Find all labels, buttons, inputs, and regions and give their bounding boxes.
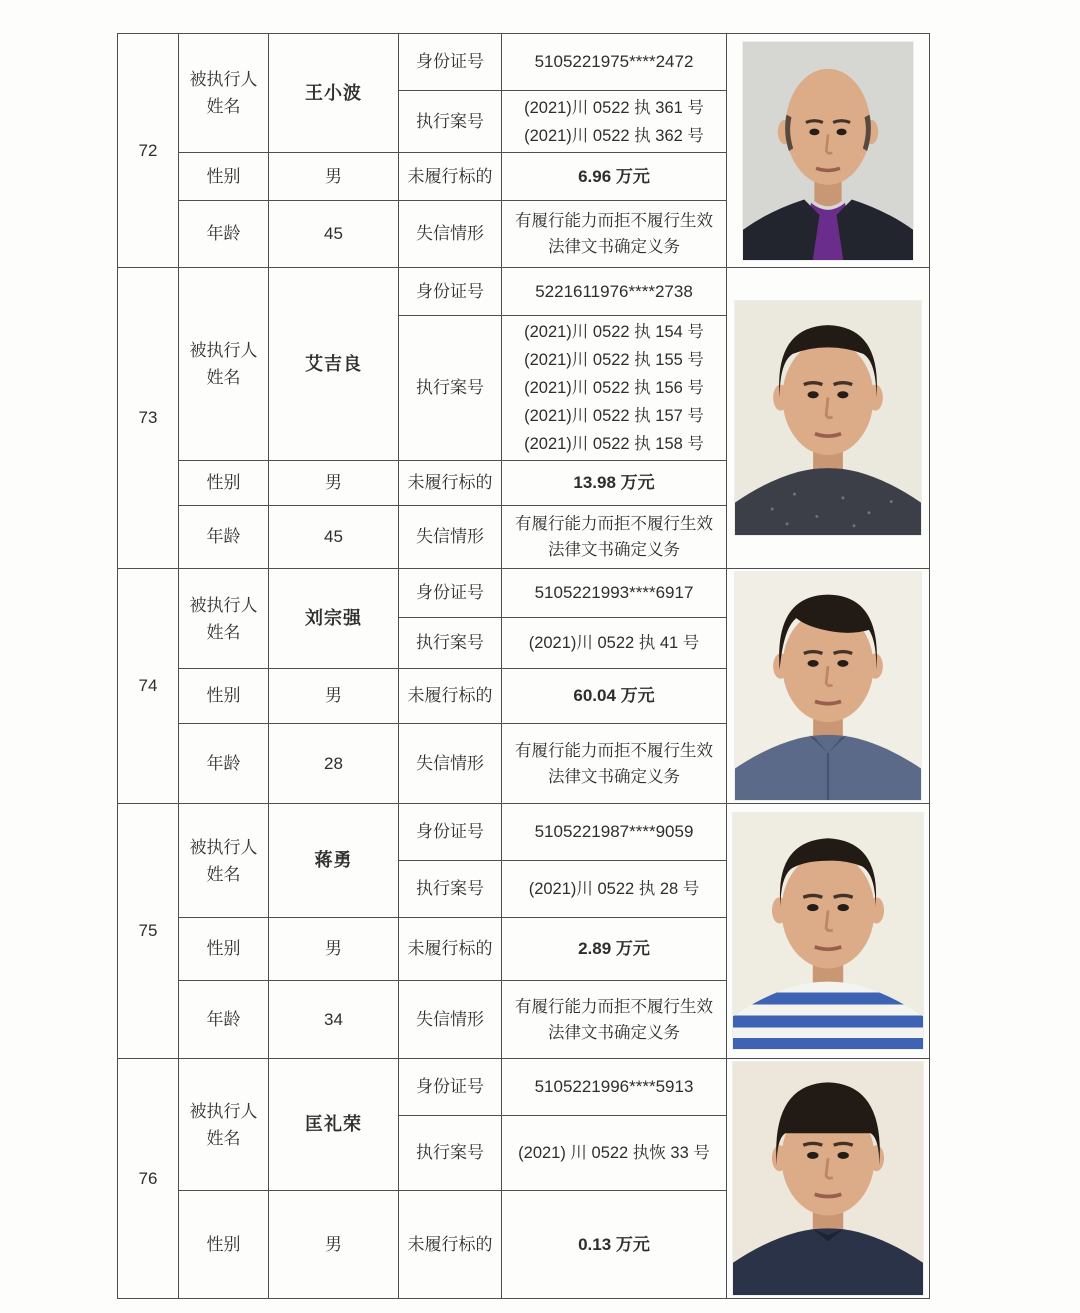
person-name: 蒋勇	[269, 804, 399, 918]
name-label-line1: 被执行人	[189, 1101, 258, 1121]
case-values	[502, 316, 727, 461]
person-photo	[733, 1062, 923, 1295]
id-value: 5105221975****2472	[502, 34, 727, 91]
amount-label: 未履行标的	[399, 461, 502, 506]
id-label: 身份证号	[399, 804, 502, 861]
row-number: 74	[118, 569, 179, 804]
case-label: 执行案号	[399, 316, 502, 461]
name-label-line2: 姓名	[206, 97, 241, 116]
case-number: (2021)川 0522 执 157 号	[524, 407, 704, 425]
case-number: (2021)川 0522 执 156 号	[524, 379, 704, 397]
gender-label: 性别	[179, 153, 269, 201]
name-label	[179, 268, 269, 461]
record-74-row	[118, 569, 930, 618]
dishonesty-label: 失信情形	[399, 201, 502, 268]
case-label: 执行案号	[399, 618, 502, 669]
amount-label: 未履行标的	[399, 918, 502, 981]
id-label: 身份证号	[399, 268, 502, 316]
age-label: 年龄	[179, 201, 269, 268]
id-value: 5105221987****9059	[502, 804, 727, 861]
record-73-row	[118, 268, 930, 316]
dishonesty-value: 有履行能力而拒不履行生效法律文书确定义务	[502, 981, 727, 1059]
dishonesty-label: 失信情形	[399, 981, 502, 1059]
id-value: 5221611976****2738	[502, 268, 727, 316]
age-value: 45	[269, 201, 399, 268]
name-label-line2: 姓名	[206, 368, 241, 387]
age-value: 34	[269, 981, 399, 1059]
gender-label: 性别	[179, 669, 269, 724]
id-value: 5105221993****6917	[502, 569, 727, 618]
enforcement-table	[117, 33, 930, 1299]
person-photo	[733, 813, 923, 1049]
gender-value: 男	[269, 669, 399, 724]
dishonesty-value: 有履行能力而拒不履行生效法律文书确定义务	[502, 201, 727, 268]
name-label-line2: 姓名	[206, 864, 241, 884]
dishonesty-value: 有履行能力而拒不履行生效法律文书确定义务	[502, 506, 727, 569]
amount-value: 60.04 万元	[502, 669, 727, 724]
case-values	[502, 861, 727, 918]
row-number: 73	[118, 268, 179, 569]
age-label: 年龄	[179, 506, 269, 569]
gender-label: 性别	[179, 461, 269, 506]
id-value: 5105221996****5913	[502, 1059, 727, 1116]
age-value: 28	[269, 724, 399, 804]
id-label: 身份证号	[399, 34, 502, 91]
person-name: 艾吉良	[269, 268, 399, 461]
person-name: 刘宗强	[269, 569, 399, 669]
case-values	[502, 618, 727, 669]
case-number: (2021)川 0522 执 362 号	[524, 126, 704, 145]
amount-value: 13.98 万元	[502, 461, 727, 506]
record-72-row	[118, 34, 930, 91]
amount-label: 未履行标的	[399, 669, 502, 724]
photo-cell	[727, 268, 930, 569]
person-name: 匡礼荣	[269, 1059, 399, 1191]
case-number: (2021) 川 0522 执恢 33 号	[518, 1144, 710, 1162]
case-number: (2021)川 0522 执 28 号	[528, 880, 700, 898]
name-label-line1: 被执行人	[189, 70, 258, 89]
name-label	[179, 804, 269, 918]
person-photo	[735, 301, 921, 535]
id-label: 身份证号	[399, 569, 502, 618]
id-label: 身份证号	[399, 1059, 502, 1116]
name-label-line1: 被执行人	[189, 595, 258, 615]
row-number: 76	[118, 1059, 179, 1299]
person-name: 王小波	[269, 34, 399, 153]
name-label	[179, 1059, 269, 1191]
gender-value: 男	[269, 918, 399, 981]
gender-value: 男	[269, 1191, 399, 1299]
amount-value: 0.13 万元	[502, 1191, 727, 1299]
document-page	[117, 33, 930, 1299]
person-photo	[735, 572, 921, 800]
case-values	[502, 1116, 727, 1191]
gender-value: 男	[269, 461, 399, 506]
amount-label: 未履行标的	[399, 1191, 502, 1299]
photo-cell	[727, 1059, 930, 1299]
photo-cell	[727, 804, 930, 1059]
case-label: 执行案号	[399, 91, 502, 153]
case-label: 执行案号	[399, 1116, 502, 1191]
case-number: (2021)川 0522 执 154 号	[524, 323, 704, 341]
amount-value: 6.96 万元	[502, 153, 727, 201]
gender-value: 男	[269, 153, 399, 201]
dishonesty-value: 有履行能力而拒不履行生效法律文书确定义务	[502, 724, 727, 804]
case-number: (2021)川 0522 执 361 号	[524, 98, 704, 117]
enforcement-table-body	[118, 34, 930, 1299]
case-label: 执行案号	[399, 861, 502, 918]
photo-cell	[727, 34, 930, 268]
amount-value: 2.89 万元	[502, 918, 727, 981]
record-75-row	[118, 804, 930, 861]
name-label-line1: 被执行人	[189, 837, 258, 857]
name-label-line2: 姓名	[206, 622, 241, 642]
name-label-line2: 姓名	[206, 1128, 241, 1148]
row-number: 75	[118, 804, 179, 1059]
age-label: 年龄	[179, 724, 269, 804]
gender-label: 性别	[179, 918, 269, 981]
name-label	[179, 569, 269, 669]
case-number: (2021)川 0522 执 41 号	[528, 634, 700, 652]
dishonesty-label: 失信情形	[399, 724, 502, 804]
person-photo	[743, 42, 913, 260]
name-label-line1: 被执行人	[189, 341, 258, 360]
amount-label: 未履行标的	[399, 153, 502, 201]
photo-cell	[727, 569, 930, 804]
case-values	[502, 91, 727, 153]
name-label	[179, 34, 269, 153]
gender-label: 性别	[179, 1191, 269, 1299]
case-number: (2021)川 0522 执 158 号	[524, 435, 704, 453]
record-76-row	[118, 1059, 930, 1116]
case-number: (2021)川 0522 执 155 号	[524, 351, 704, 369]
age-value: 45	[269, 506, 399, 569]
dishonesty-label: 失信情形	[399, 506, 502, 569]
row-number: 72	[118, 34, 179, 268]
age-label: 年龄	[179, 981, 269, 1059]
